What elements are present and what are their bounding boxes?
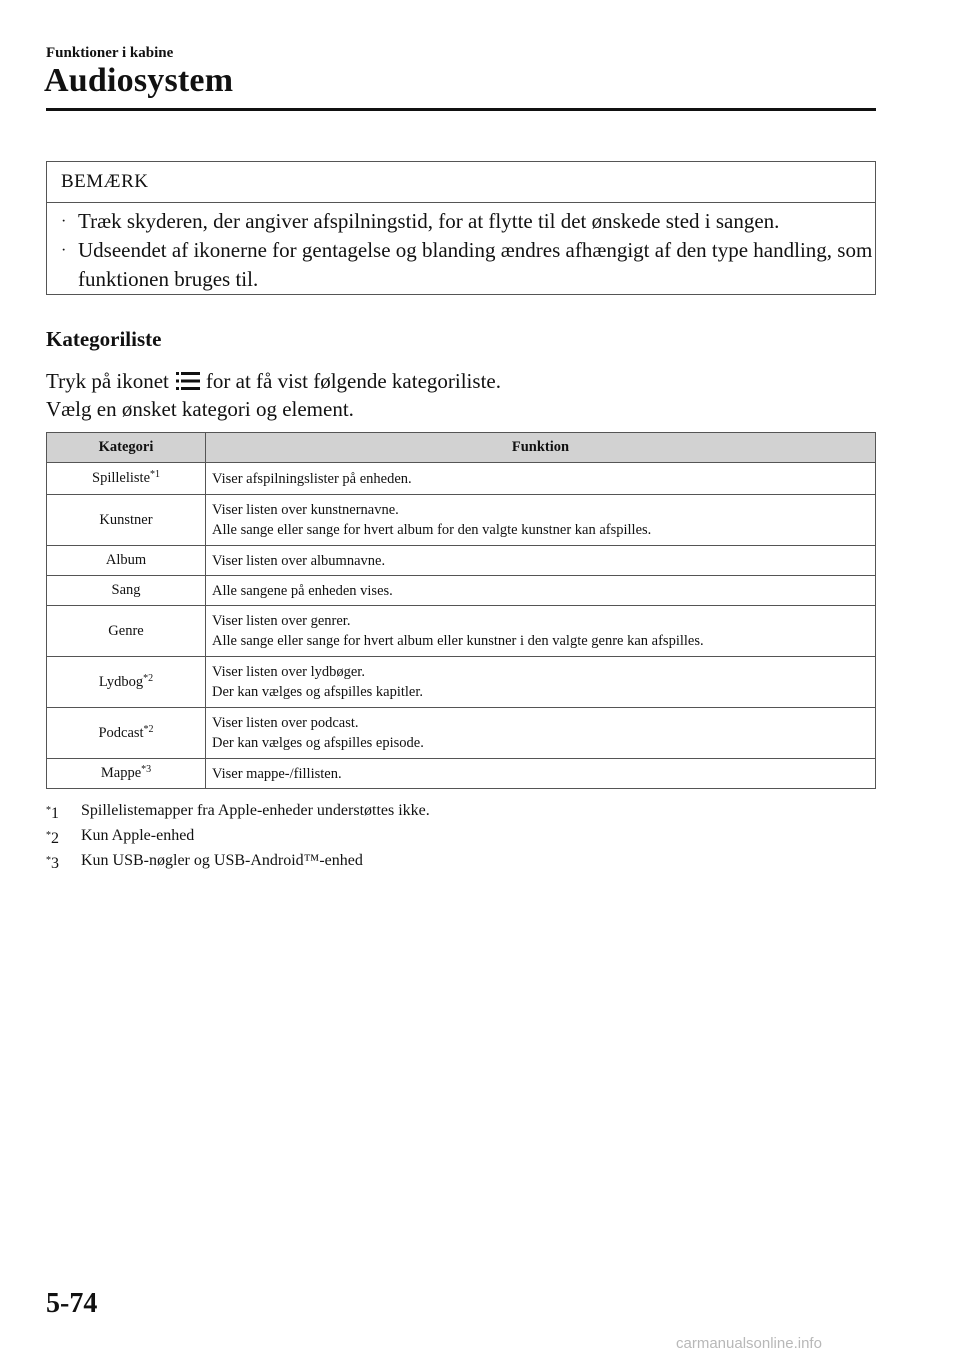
note-box [46, 161, 876, 295]
table-row [47, 495, 876, 546]
function-line: Alle sangene på enheden vises. [212, 582, 393, 599]
function-cell [206, 546, 876, 576]
footnotes [46, 800, 430, 875]
category-cell: Kunstner [47, 495, 206, 546]
function-line: Viser listen over lydbøger. [212, 664, 365, 680]
table-row [47, 576, 876, 606]
function-cell [206, 759, 876, 789]
note-bullet-text: Udseendet af ikonerne for gentagelse og blanding ændres afhængigt af den type handling, som funktionen bruges til. [78, 238, 873, 291]
function-line: Alle sange eller sange for hvert album eller kunstner i den valgte genre kan afspilles. [212, 633, 704, 649]
intro-text-after-icon: for at få vist følgende kategoriliste. [205, 369, 501, 393]
footnote-mark: *1 [150, 469, 160, 480]
function-line: Viser listen over podcast. [212, 715, 359, 731]
table-row [47, 708, 876, 759]
function-line: Viser listen over albumnavne. [212, 552, 386, 569]
column-header-function: Funktion [206, 433, 876, 463]
function-line: Der kan vælges og afspilles episode. [212, 735, 424, 751]
function-line: Viser listen over kunstnernavne. [212, 502, 399, 518]
function-line: Der kan vælges og afspilles kapitler. [212, 684, 424, 700]
footnote-text: Kun USB-nøgler og USB-Android™-enhed [81, 852, 363, 869]
footnote: *3 Kun USB-nøgler og USB-Android™-enhed [46, 850, 430, 875]
category-cell: Spilleliste$^{*1}$ [47, 463, 206, 495]
function-cell [206, 576, 876, 606]
page-number: 5-74 [46, 1288, 98, 1319]
category-cell: Album [47, 546, 206, 576]
footnote: *1 Spillelistemapper fra Apple-enheder understøttes ikke. [46, 800, 430, 825]
category-cell: Mappe$^{*3}$ [47, 759, 206, 789]
category-table [46, 432, 876, 789]
table-row [47, 759, 876, 789]
function-cell [206, 708, 876, 759]
table-row [47, 463, 876, 495]
note-heading: BEMÆRK [47, 162, 875, 203]
function-cell [206, 463, 876, 495]
note-bullet [61, 236, 875, 294]
table-row [47, 546, 876, 576]
footnote: *2 Kun Apple-enhed [46, 825, 430, 850]
function-cell [206, 495, 876, 546]
watermark: carmanualsonline.info [676, 1335, 822, 1352]
bullet-dot-icon: · [61, 242, 67, 259]
category-cell: Podcast$^{*2}$ [47, 708, 206, 759]
title-divider [46, 108, 876, 111]
footnote-text: Kun Apple-enhed [81, 827, 195, 844]
page-title: Audiosystem [44, 62, 234, 99]
column-header-category: Kategori [47, 433, 206, 463]
table-row [47, 657, 876, 708]
footnote-mark: *2 [143, 723, 154, 735]
function-cell [206, 657, 876, 708]
list-icon [175, 370, 201, 392]
note-bullet [61, 207, 875, 236]
function-line: Viser mappe-/fillisten. [212, 765, 342, 782]
footnote-text: Spillelistemapper fra Apple-enheder understøttes ikke. [81, 802, 430, 819]
function-line: Viser afspilningslister på enheden. [212, 470, 412, 487]
intro-text-before-icon: Tryk på ikonet [46, 369, 169, 393]
function-cell [206, 606, 876, 657]
category-intro [46, 367, 501, 423]
footnote-mark: *3 [141, 764, 152, 775]
category-cell: Sang [47, 576, 206, 606]
note-body [47, 203, 875, 294]
footnote-mark: *2 [143, 672, 154, 684]
category-cell: Lydbog$^{*2}$ [47, 657, 206, 708]
function-line: Viser listen over genrer. [212, 613, 351, 629]
category-heading: Kategoriliste [46, 327, 162, 351]
bullet-dot-icon: · [61, 213, 67, 230]
category-cell: Genre [47, 606, 206, 657]
note-bullet-text: Træk skyderen, der angiver afspilningstid, for at flytte til det ønskede sted i sangen. [78, 209, 780, 233]
section-label: Funktioner i kabine [46, 45, 174, 61]
table-header-row [47, 433, 876, 463]
function-line: Alle sange eller sange for hvert album for den valgte kunstner kan afspilles. [212, 522, 652, 538]
table-row [47, 606, 876, 657]
intro-line-2: Vælg en ønsket kategori og element. [46, 397, 354, 421]
